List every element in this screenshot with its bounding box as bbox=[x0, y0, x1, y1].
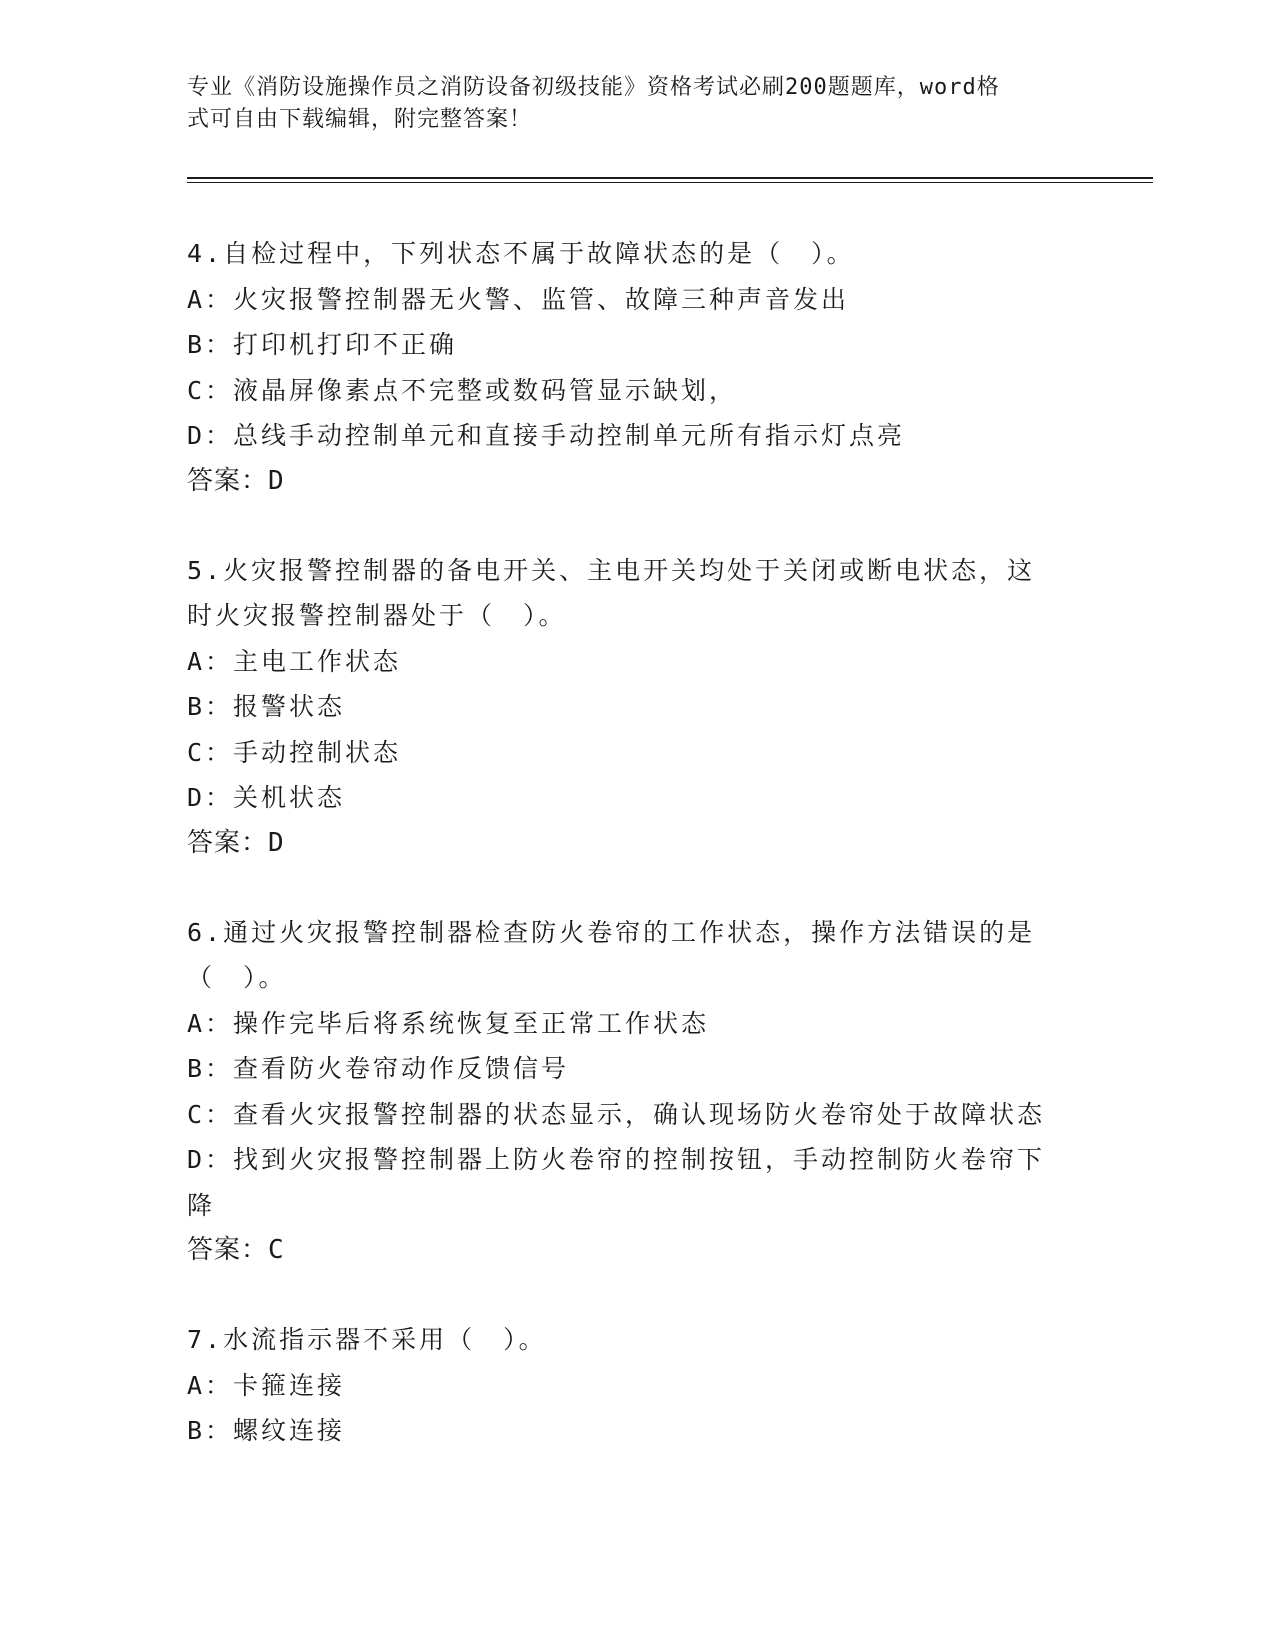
question-5 bbox=[187, 548, 1087, 866]
header-line-1: 专业《消防设施操作员之消防设备初级技能》资格考试必刷200题题库，word格 bbox=[187, 75, 1000, 100]
option-d: D：找到火灾报警控制器上防火卷帘的控制按钮，手动控制防火卷帘下 bbox=[187, 1145, 1046, 1174]
option-c: C：液晶屏像素点不完整或数码管显示缺划， bbox=[187, 375, 738, 405]
question-stem: 7.水流指示器不采用（ ）。 bbox=[187, 1325, 547, 1354]
answer: 答案：D bbox=[187, 465, 285, 496]
option-a: A：操作完毕后将系统恢复至正常工作状态 bbox=[187, 1008, 710, 1038]
option-c: C：手动控制状态 bbox=[187, 737, 402, 767]
option-d-continued: 降 bbox=[187, 1190, 216, 1220]
option-b: B：查看防火卷帘动作反馈信号 bbox=[187, 1054, 570, 1083]
option-c: C：查看火灾报警控制器的状态显示，确认现场防火卷帘处于故障状态 bbox=[187, 1099, 1046, 1129]
option-a: A：卡箍连接 bbox=[187, 1370, 346, 1400]
question-7 bbox=[187, 1317, 1087, 1454]
option-b: B：报警状态 bbox=[187, 692, 346, 721]
option-d: D：关机状态 bbox=[187, 783, 346, 812]
option-b: B：打印机打印不正确 bbox=[187, 330, 458, 359]
question-stem-continued: 时火灾报警控制器处于（ ）。 bbox=[187, 601, 567, 630]
header-rule-thick bbox=[187, 177, 1153, 179]
option-a: A：主电工作状态 bbox=[187, 646, 402, 676]
document-header bbox=[187, 72, 1067, 136]
question-stem: 5.火灾报警控制器的备电开关、主电开关均处于关闭或断电状态，这 bbox=[187, 555, 1036, 585]
question-stem: 6.通过火灾报警控制器检查防火卷帘的工作状态，操作方法错误的是 bbox=[187, 917, 1036, 947]
answer: 答案：C bbox=[187, 1235, 285, 1265]
header-rule-thin bbox=[187, 182, 1153, 183]
question-4 bbox=[187, 231, 1087, 504]
question-stem: 4.自检过程中，下列状态不属于故障状态的是（ ）。 bbox=[187, 239, 855, 268]
question-list bbox=[187, 231, 1087, 1498]
question-6 bbox=[187, 910, 1087, 1274]
option-d: D：总线手动控制单元和直接手动控制单元所有指示灯点亮 bbox=[187, 421, 906, 450]
option-b: B：螺纹连接 bbox=[187, 1416, 346, 1445]
answer: 答案：D bbox=[187, 827, 285, 858]
question-stem-continued: （ ）。 bbox=[187, 963, 287, 992]
header-line-2: 式可自由下载编辑，附完整答案！ bbox=[187, 107, 533, 132]
option-a: A：火灾报警控制器无火警、监管、故障三种声音发出 bbox=[187, 284, 850, 314]
